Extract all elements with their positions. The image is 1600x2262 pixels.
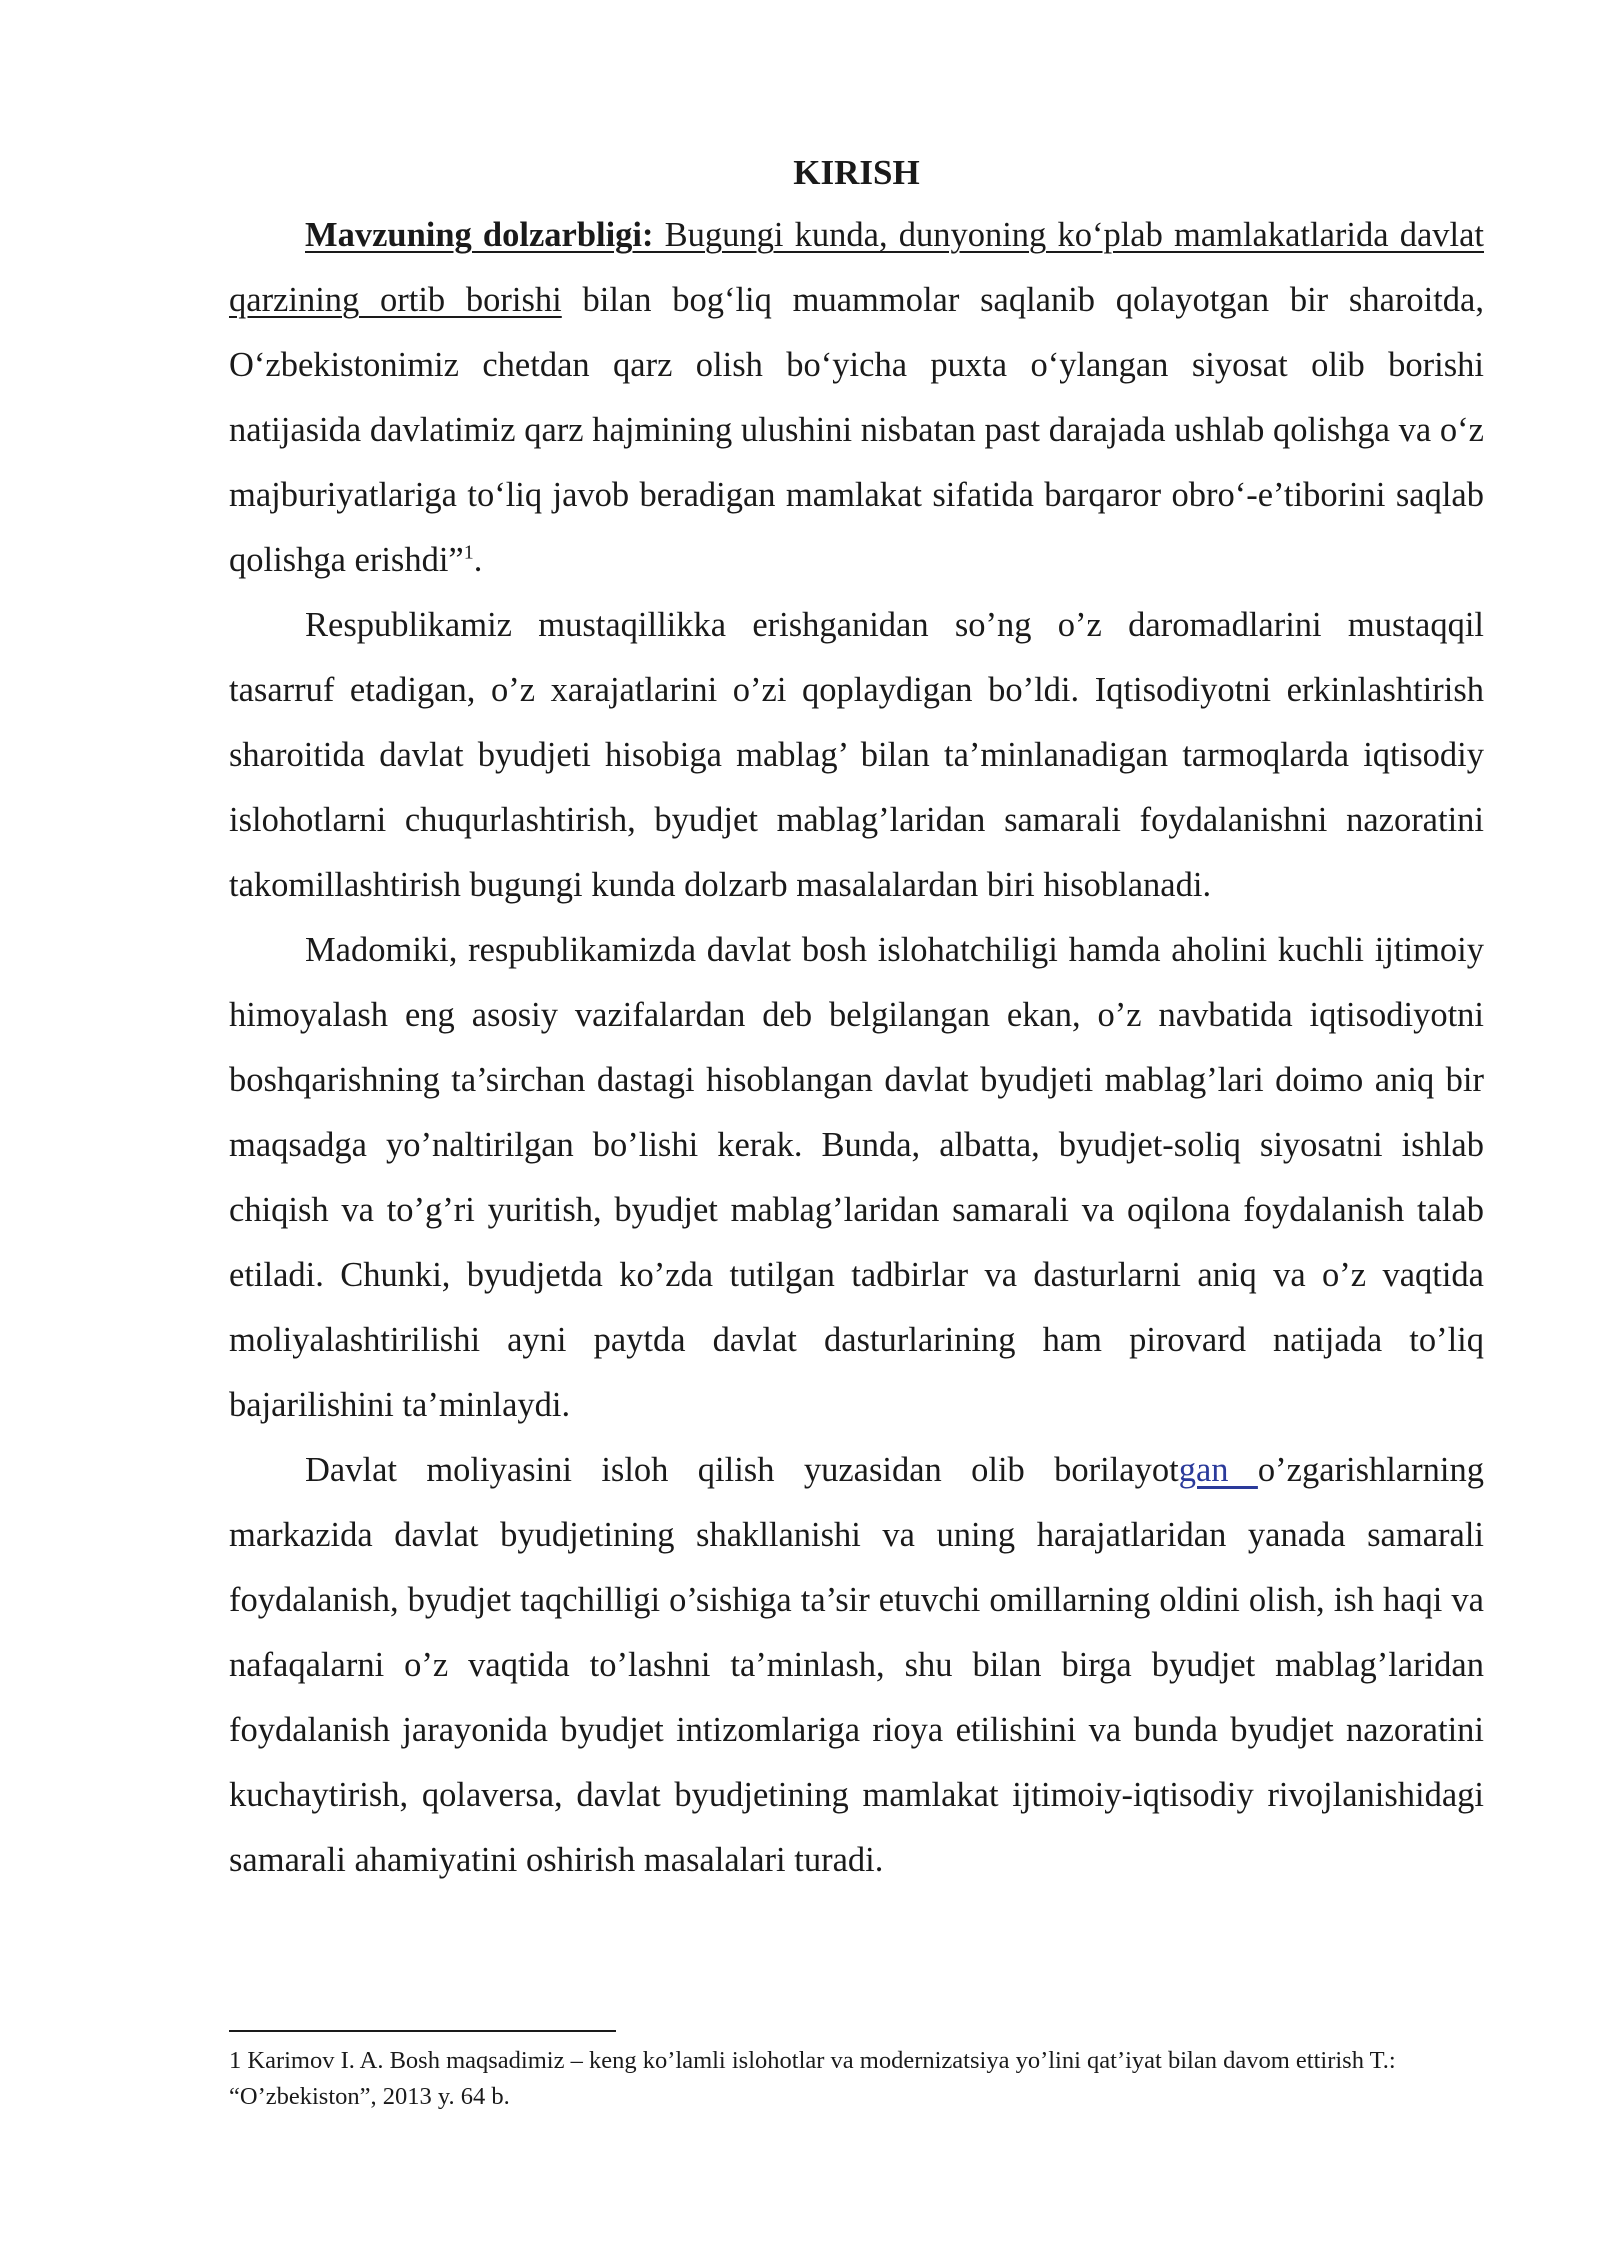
document-body	[229, 143, 1484, 1893]
intro-end: .	[473, 541, 483, 579]
paragraph-4-rest: o’zgarishlarning markazida davlat byudjetining shakllanishi va uning harajatlaridan yanada samarali foydalanish, byudjet taqchilligi o’sishiga ta’sir etuvchi omillarning oldini olish, ish haqi va nafaqalarni o’z vaqtida to’lashni ta’minlash, shu bilan birga byudjet mablag’laridan foydalanish jarayonida byudjet intizomlariga rioya etilishini va bunda byudjet nazoratini kuchaytirish, qolaversa, davlat byudjetining mamlakat ijtimoiy-iqtisodiy rivojlanishidagi samarali ahamiyatini oshirish masalalari turadi.	[229, 1451, 1484, 1879]
footnote-reference[interactable]: 1	[463, 541, 474, 564]
topic-relevance-label: Mavzuning dolzarbligi:	[305, 216, 654, 254]
page-title: KIRISH	[793, 153, 920, 192]
paragraph-4-link[interactable]: gan	[1178, 1451, 1258, 1489]
paragraph-2: Respublikamiz mustaqillikka erishganidan so’ng o’z daromadlarini mustaqqil tasarruf etadigan, o’z xarajatlarini o’zi qoplaydigan bo’ldi. Iqtisodiyotni erkinlashtirish sharoitida davlat byudjeti hisobiga mablag’ bilan ta’minlanadigan tarmoqlarda iqtisodiy islohotlarni chuqurlashtirish, byudjet mablag’laridan samarali foydalanishni nazoratini takomillashtirish bugungi kunda dolzarb masalalardan biri hisoblanadi.	[229, 606, 1484, 904]
footnote-separator	[229, 2030, 616, 2032]
intro-paragraph	[229, 203, 1484, 593]
paragraph-4-start: Davlat moliyasini isloh qilish yuzasidan olib borilayot	[305, 1451, 1179, 1489]
intro-text: bilan bog‘liq muammolar saqlanib qolayotgan bir sharoitda, O‘zbekistonimiz chetdan qarz olish bo‘yicha puxta o‘ylangan siyosat olib borishi natijasida davlatimiz qarz hajmining ulushini nisbatan past darajada ushlab qolishga va o‘z majburiyatlariga to‘liq javob beradigan mamlakat sifatida barqaror obro‘-e’tiborini saqlab qolishga erishdi”	[229, 281, 1484, 579]
footnote-text: 1 Karimov I. A. Bosh maqsadimiz – keng ko’lamli islohotlar va modernizatsiya yo’lini qat’iyat bilan davom ettirish T.: “O’zbekiston”, 2013 y. 64 b.	[229, 2047, 1396, 2110]
paragraph-4	[229, 1438, 1484, 1893]
paragraph-3: Madomiki, respublikamizda davlat bosh islohatchiligi hamda aholini kuchli ijtimoiy himoyalash eng asosiy vazifalardan deb belgilangan ekan, o’z navbatida iqtisodiyotni boshqarishning ta’sirchan dastagi hisoblangan davlat byudjeti mablag’lari doimo aniq bir maqsadga yo’naltirilgan bo’lishi kerak. Bunda, albatta, byudjet-soliq siyosatni ishlab chiqish va to’g’ri yuritish, byudjet mablag’laridan samarali va oqilona foydalanish talab etiladi. Chunki, byudjetda ko’zda tutilgan tadbirlar va dasturlarni aniq va o’z vaqtida moliyalashtirilishi ayni paytda davlat dasturlarining ham pirovard natijada to’liq bajarilishini ta’minlaydi.	[229, 931, 1484, 1424]
intro-underlined-lead: Bugungi kunda, dunyoning ko‘plab mamlakatlarida davlat qarzining ortib borishi	[229, 216, 1484, 319]
